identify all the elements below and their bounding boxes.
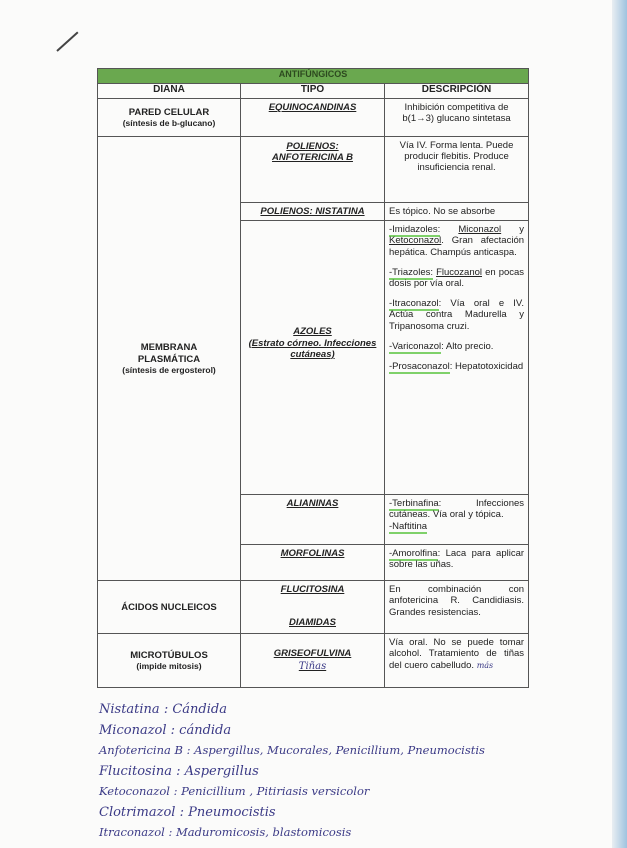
antifungicos-table <box>97 68 529 688</box>
tipo-flucitosina <box>241 581 385 634</box>
diana-microtubulos-label: MICROTÚBULOS <box>130 650 208 662</box>
diana-membrana-line1: MEMBRANA <box>140 342 198 354</box>
page-edge <box>612 0 627 848</box>
desc-flucitosina: En combinación con anfotericina R. Candidiasis. Grandes resistencias. <box>385 581 529 634</box>
diana-acidos: ÁCIDOS NUCLEICOS <box>98 581 241 634</box>
diana-pared <box>98 99 241 137</box>
desc-variconazol: -Variconazol: Alto precio. <box>389 340 494 352</box>
desc-anfotericina: Vía IV. Forma lenta. Puede producir flebitis. Produce insuficiencia renal. <box>385 137 529 203</box>
diana-membrana-line2: PLASMÁTICA <box>137 353 201 365</box>
desc-prosaconazol: -Prosaconazol: Hepatotoxicidad <box>389 361 524 373</box>
tipo-equinocandinas: EQUINOCANDINAS <box>241 99 385 137</box>
diana-membrana <box>98 137 241 581</box>
tipo-nistatina: POLIENOS: NISTATINA <box>241 203 385 221</box>
diana-microtubulos-sub: (impide mitosis) <box>136 661 202 672</box>
diana-pared-sub: (síntesis de b-glucano) <box>122 118 216 129</box>
tipo-griseofulvina <box>241 634 385 688</box>
table-row <box>98 581 529 634</box>
note-line: Itraconazol : Maduromicosis, blastomicosis <box>99 825 352 839</box>
desc-itraconazol: -Itraconazol: Vía oral e IV. Actúa contra Madurella y Tripanosoma cruzi. <box>389 298 525 332</box>
desc-imidazoles: -Imidazoles: Miconazol y Ketoconazol. Gran afectación hepática. Champús anticaspa. <box>389 224 525 258</box>
tipo-anfotericina-label: ANFOTERICINA B <box>272 152 353 164</box>
desc-morfolinas: -Amorolfina: Laca para aplicar sobre las uñas. <box>385 545 529 581</box>
desc-nistatina: Es tópico. No se absorbe <box>385 203 529 221</box>
diana-pared-label: PARED CELULAR <box>128 106 210 118</box>
note-line: Clotrimazol : Pneumocistis <box>99 804 276 820</box>
desc-azoles <box>385 221 529 495</box>
note-line: Ketoconazol : Penicillium , Pitiriasis versicolor <box>99 784 370 798</box>
table-row <box>98 137 529 203</box>
tipo-polienos-label: POLIENOS: <box>286 141 339 152</box>
desc-equinocandinas: Inhibición competitiva de b(1→3) glucano sintetasa <box>385 99 529 137</box>
tipo-griseofulvina-label: GRISEOFULVINA <box>273 648 352 660</box>
note-line: Nistatina : Cándida <box>99 702 227 717</box>
tipo-azoles-sub: (Estrato córneo. Infecciones cutáneas) <box>248 337 377 360</box>
header-tipo: TIPO <box>241 84 385 99</box>
table-title: ANTIFÚNGICOS <box>98 69 529 84</box>
table-row <box>98 634 529 688</box>
tipo-flucitosina-label: FLUCITOSINA <box>280 584 345 596</box>
handwritten-tinas: Tiñas <box>298 661 327 673</box>
desc-triazoles: -Triazoles: Flucozanol en pocas dosis por vía oral. <box>389 266 525 290</box>
tipo-anfotericina <box>241 137 385 203</box>
header-diana: DIANA <box>98 84 241 99</box>
desc-griseofulvina: Vía oral. No se puede tomar alcohol. Tratamiento de tiñas del cuero cabelludo. más <box>385 634 529 688</box>
handwritten-mas: más <box>476 660 494 670</box>
diana-membrana-sub: (síntesis de ergosterol) <box>122 364 216 375</box>
tipo-alianinas: ALIANINAS <box>241 495 385 545</box>
handwritten-notes <box>99 702 599 846</box>
tipo-morfolinas: MORFOLINAS <box>241 545 385 581</box>
desc-alianinas: -Terbinafina: Infecciones cutáneas. Vía oral y tópica. -Naftitina <box>385 495 529 545</box>
note-line: Flucitosina : Aspergillus <box>99 763 259 779</box>
table-row <box>98 99 529 137</box>
tipo-diamidas-label: DIAMIDAS <box>289 617 336 629</box>
diana-microtubulos <box>98 634 241 688</box>
tipo-azoles-label: AZOLES <box>293 326 332 338</box>
header-descripcion: DESCRIPCIÓN <box>385 84 529 99</box>
note-line: Miconazol : cándida <box>99 722 232 738</box>
tipo-azoles <box>241 221 385 495</box>
note-line: Anfotericina B : Aspergillus, Mucorales, Penicillium, Pneumocistis <box>99 743 485 757</box>
